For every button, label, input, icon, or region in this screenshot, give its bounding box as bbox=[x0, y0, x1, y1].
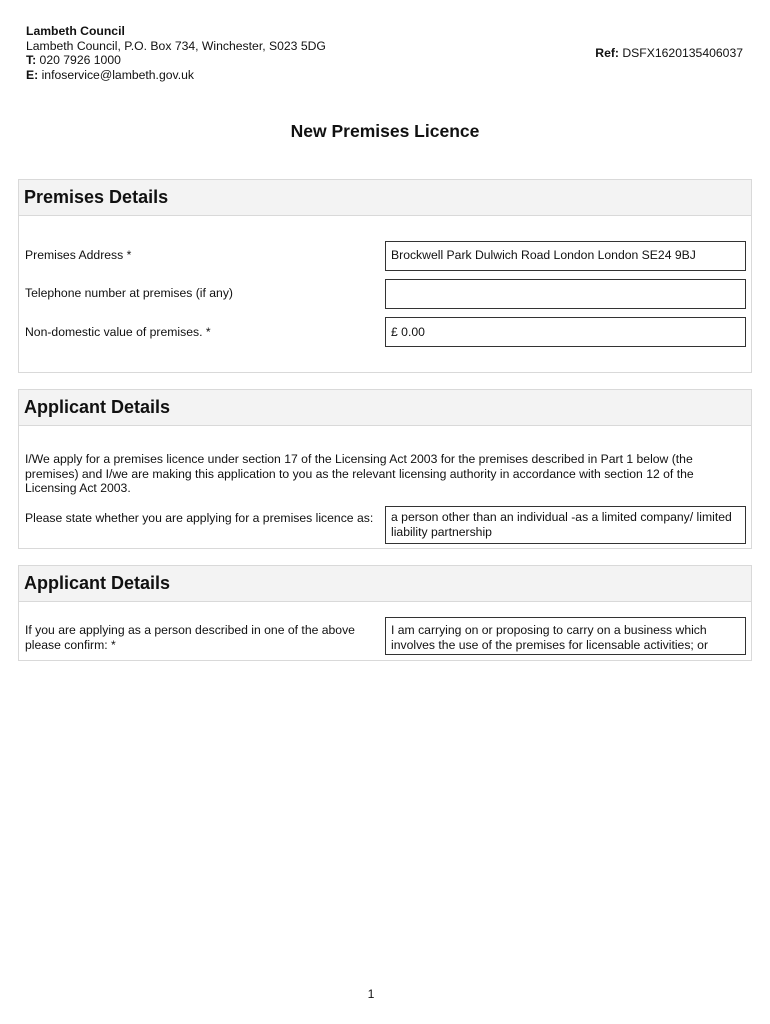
confirm-label: If you are applying as a person described in one of the above please confirm: * bbox=[25, 623, 355, 652]
applicant-details-section bbox=[18, 389, 752, 549]
document-title: New Premises Licence bbox=[290, 121, 480, 141]
council-header bbox=[26, 24, 326, 82]
confirm-field[interactable]: I am carrying on or proposing to carry on a business which involves the use of the premises for licensable activities; or bbox=[385, 617, 746, 655]
page-number: 1 bbox=[367, 987, 375, 1001]
section-heading: Premises Details bbox=[24, 187, 169, 207]
council-address: Lambeth Council, P.O. Box 734, Winchester, S023 5DG bbox=[26, 38, 326, 53]
premises-address-field[interactable]: Brockwell Park Dulwich Road London London SE24 9BJ bbox=[385, 241, 746, 271]
section-heading: Applicant Details bbox=[24, 397, 171, 417]
section-heading: Applicant Details bbox=[24, 573, 171, 593]
application-intro-text: I/We apply for a premises licence under section 17 of the Licensing Act 2003 for the premises described in Part 1 below (the premises) and I/we are making this application to you as the relevant licensing authority in accordance with section 12 of the Licensing Act 2003. bbox=[25, 452, 694, 496]
premises-value-field[interactable]: £ 0.00 bbox=[385, 317, 746, 347]
council-phone bbox=[26, 53, 326, 68]
council-email bbox=[26, 68, 326, 83]
council-name: Lambeth Council bbox=[26, 24, 125, 38]
premises-address-label: Premises Address * bbox=[25, 248, 132, 262]
ref-value: DSFX1620135406037 bbox=[622, 46, 743, 60]
applicant-confirm-section bbox=[18, 565, 752, 661]
section-header bbox=[19, 566, 751, 602]
section-header bbox=[19, 180, 751, 216]
section-header bbox=[19, 390, 751, 426]
reference bbox=[595, 46, 743, 60]
applying-as-field[interactable]: a person other than an individual -as a limited company/ limited liability partnership bbox=[385, 506, 746, 544]
phone-label: T: bbox=[26, 53, 37, 68]
premises-details-section bbox=[18, 179, 752, 373]
phone-value: 020 7926 1000 bbox=[39, 53, 121, 68]
premises-telephone-label: Telephone number at premises (if any) bbox=[25, 286, 233, 300]
premises-value-label: Non-domestic value of premises. * bbox=[25, 325, 211, 339]
premises-telephone-field[interactable] bbox=[385, 279, 746, 309]
applying-as-label: Please state whether you are applying for a premises licence as: bbox=[25, 511, 374, 525]
email-value: infoservice@lambeth.gov.uk bbox=[41, 67, 194, 82]
ref-label: Ref: bbox=[595, 46, 619, 60]
email-label: E: bbox=[26, 67, 39, 82]
